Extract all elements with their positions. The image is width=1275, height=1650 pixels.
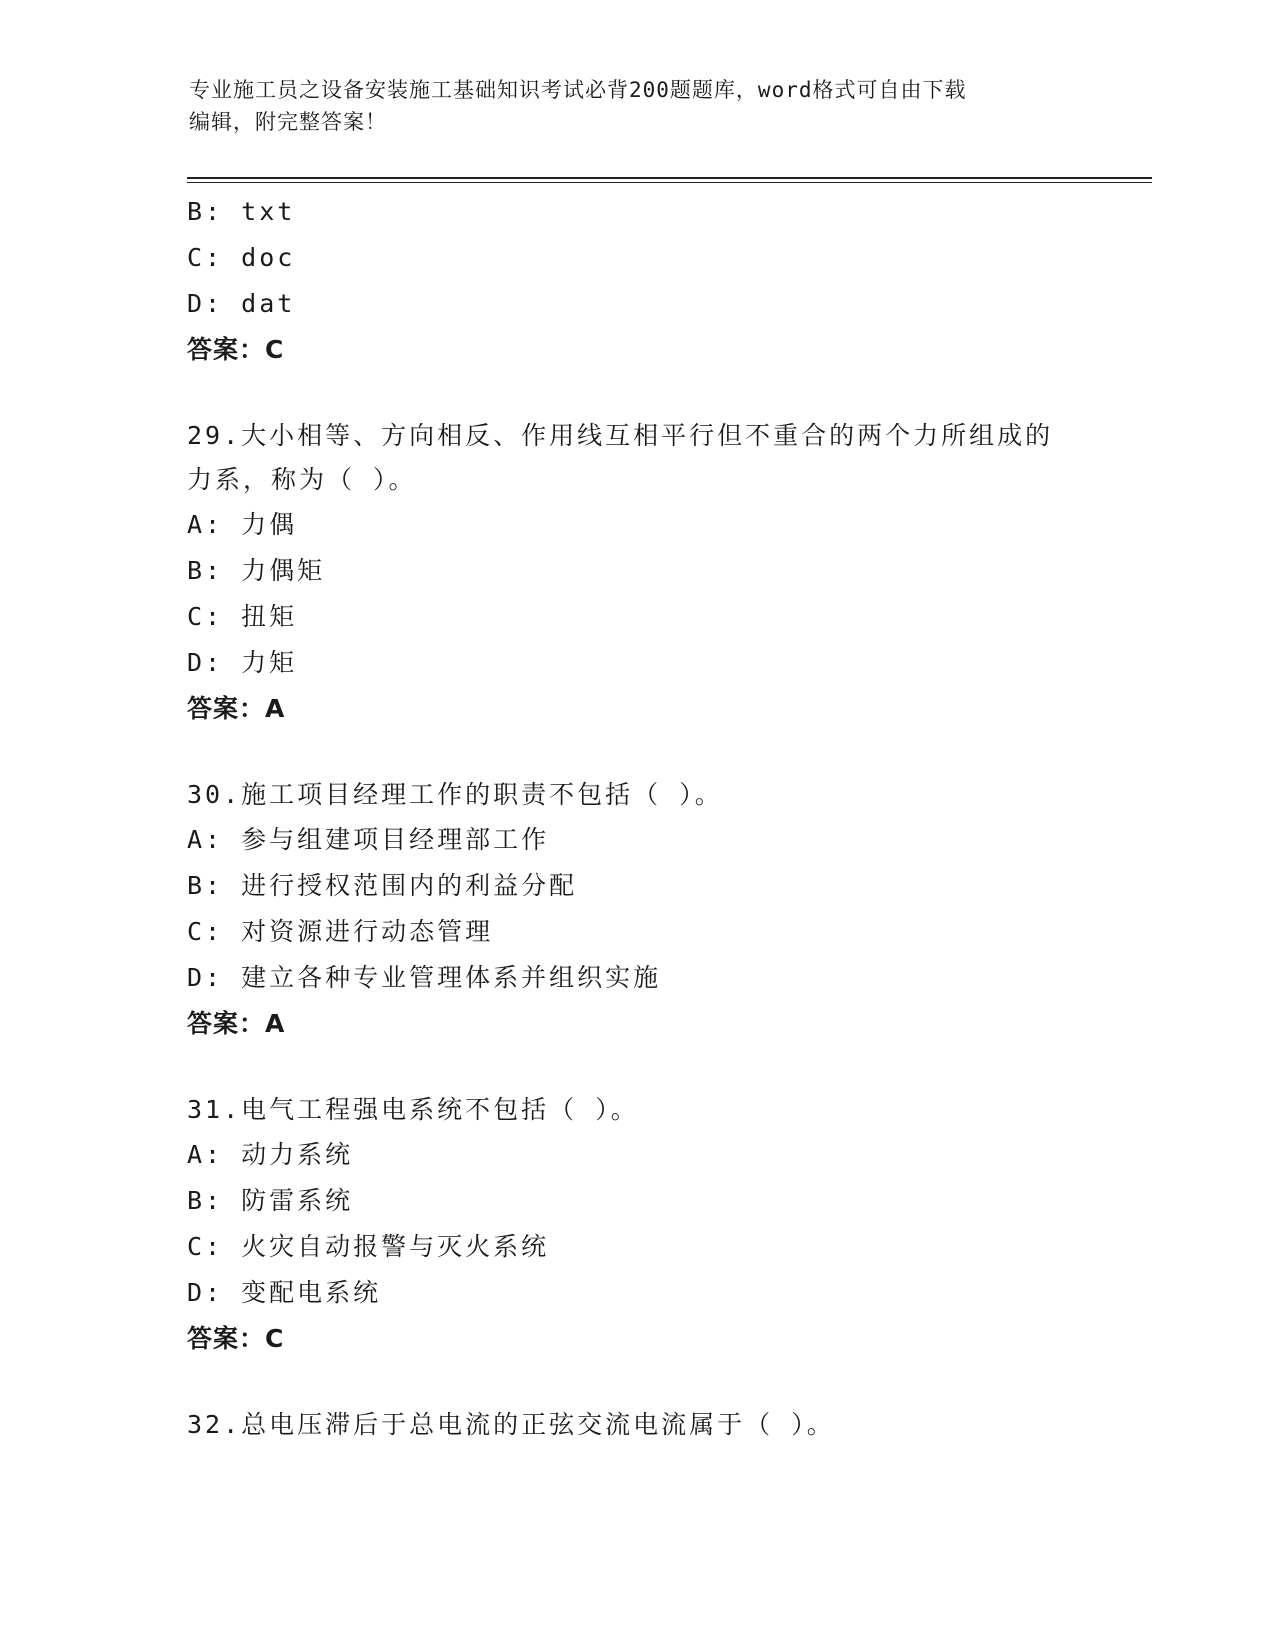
option-b: B: txt (187, 197, 296, 226)
question-stem-continued: 力系，称为（ ）。 (187, 465, 417, 494)
option-c: C: 对资源进行动态管理 (187, 917, 494, 946)
question-28 (187, 189, 1147, 373)
question-stem: 32.总电压滞后于总电流的正弦交流电流属于（ ）。 (187, 1410, 835, 1439)
question-29 (187, 414, 1147, 732)
option-d: D: 力矩 (187, 648, 298, 677)
spacer (187, 1047, 1147, 1088)
option-b: B: 防雷系统 (187, 1186, 354, 1215)
answer-label: 答案：A (187, 694, 286, 723)
option-c: C: doc (187, 243, 296, 272)
option-d: D: 建立各种专业管理体系并组织实施 (187, 963, 662, 992)
option-a: A: 力偶 (187, 510, 298, 539)
option-b: B: 进行授权范围内的利益分配 (187, 871, 578, 900)
question-32 (187, 1403, 1147, 1447)
document-header (189, 74, 1069, 138)
question-list (187, 189, 1147, 1447)
header-title-line-1: 专业施工员之设备安装施工基础知识考试必背200题题库，word格式可自由下载 (189, 78, 967, 102)
option-a: A: 参与组建项目经理部工作 (187, 825, 550, 854)
header-title-line-2: 编辑，附完整答案！ (189, 110, 387, 134)
question-stem: 29.大小相等、方向相反、作用线互相平行但不重合的两个力所组成的 (187, 421, 1054, 450)
answer-label: 答案：C (187, 1324, 285, 1353)
option-d: D: dat (187, 289, 296, 318)
header-divider-thin (187, 182, 1152, 183)
option-c: C: 扭矩 (187, 602, 298, 631)
question-31 (187, 1088, 1147, 1362)
spacer (187, 373, 1147, 414)
option-a: A: 动力系统 (187, 1140, 354, 1169)
question-stem: 31.电气工程强电系统不包括（ ）。 (187, 1095, 639, 1124)
question-stem: 30.施工项目经理工作的职责不包括（ ）。 (187, 780, 723, 809)
option-b: B: 力偶矩 (187, 556, 326, 585)
answer-label: 答案：A (187, 1009, 286, 1038)
answer-label: 答案：C (187, 335, 285, 364)
spacer (187, 1362, 1147, 1403)
header-divider-thick (187, 177, 1152, 179)
option-d: D: 变配电系统 (187, 1278, 382, 1307)
spacer (187, 732, 1147, 773)
option-c: C: 火灾自动报警与灭火系统 (187, 1232, 550, 1261)
question-30 (187, 773, 1147, 1047)
